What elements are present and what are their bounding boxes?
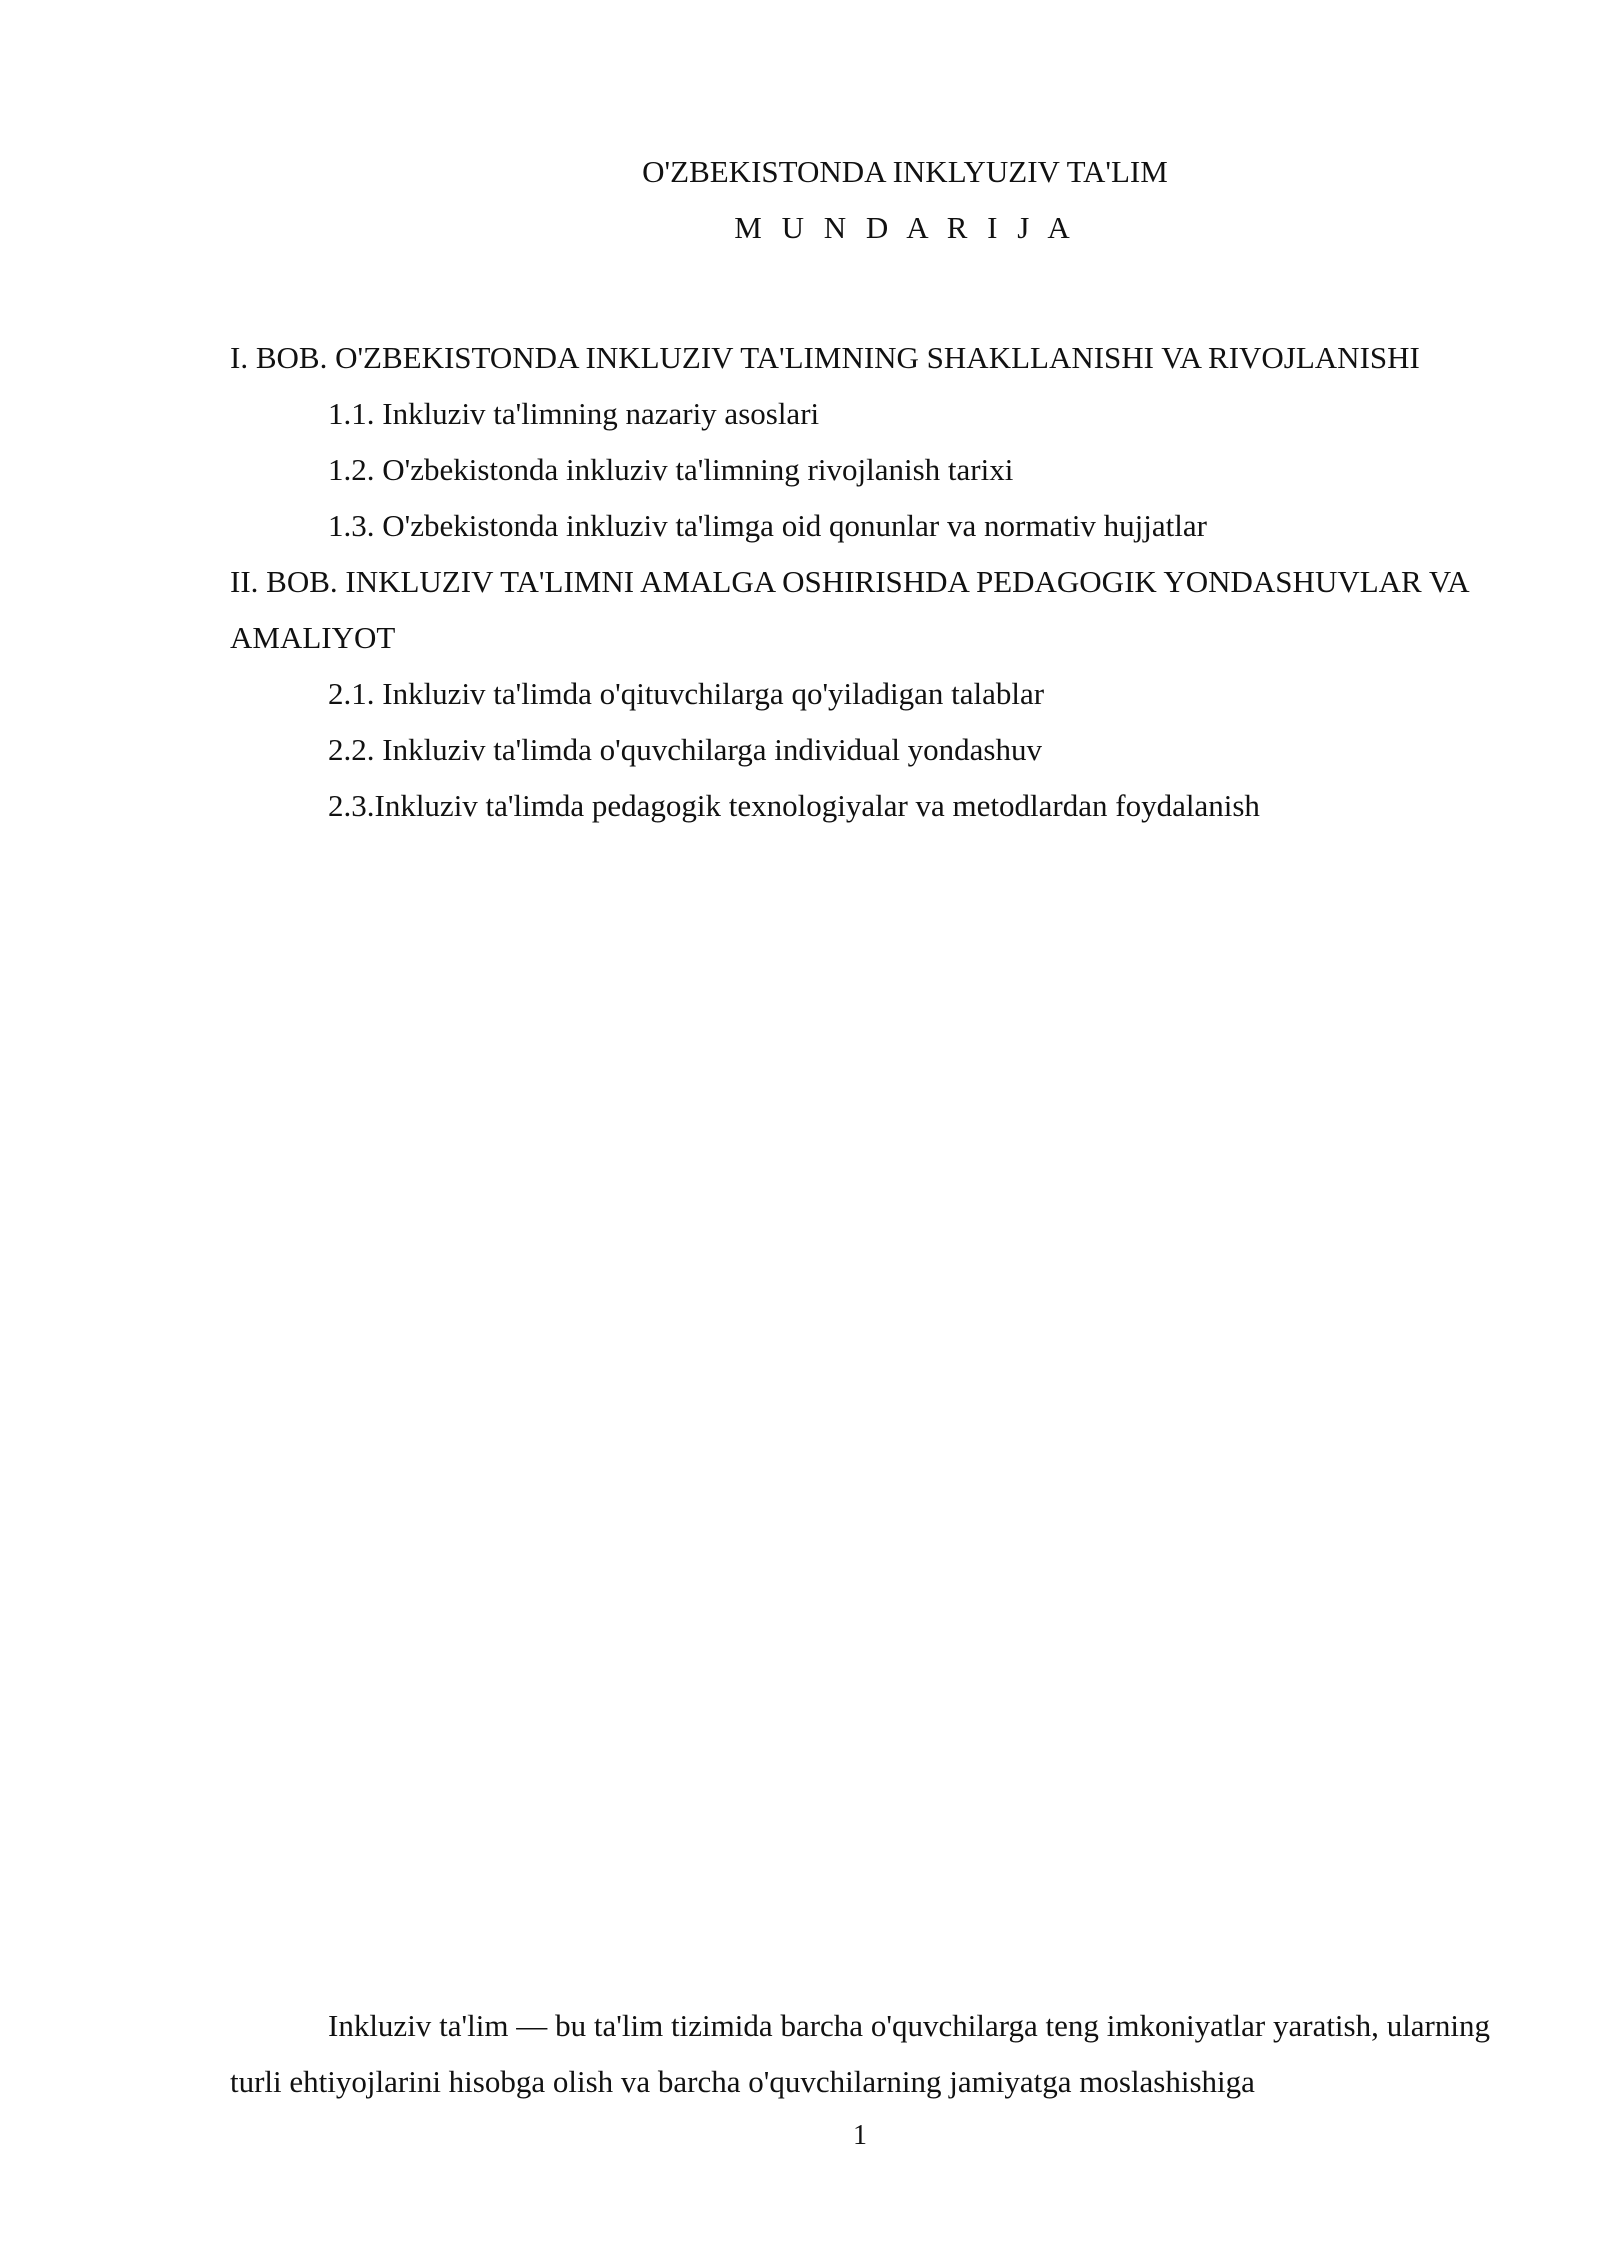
toc-section-1-3: 1.3. O'zbekistonda inkluziv ta'limga oid qonunlar va normativ hujjatlar bbox=[328, 508, 1207, 543]
table-of-contents-heading: M U N D A R I J A bbox=[734, 210, 1076, 245]
toc-chapter-2: II. BOB. INKLUZIV TA'LIMNI AMALGA OSHIRISHDA PEDAGOGIK YONDASHUVLAR VA AMALIYOT bbox=[230, 564, 1468, 655]
page-number: 1 bbox=[853, 2120, 867, 2151]
table-of-contents bbox=[230, 330, 1490, 834]
toc-section-2-1: 2.1. Inkluziv ta'limda o'qituvchilarga qo'yiladigan talablar bbox=[328, 676, 1045, 711]
toc-section-1-2: 1.2. O'zbekistonda inkluziv ta'limning rivojlanish tarixi bbox=[328, 452, 1014, 487]
toc-section-2-2: 2.2. Inkluziv ta'limda o'quvchilarga individual yondashuv bbox=[328, 732, 1042, 767]
toc-section-2-3: 2.3.Inkluziv ta'limda pedagogik texnologiyalar va metodlardan foydalanish bbox=[328, 788, 1260, 823]
intro-paragraph: Inkluziv ta'lim — bu ta'lim tizimida barcha o'quvchilarga teng imkoniyatlar yaratish, ularning turli ehtiyojlarini hisobga olish va barcha o'quvchilarning jamiyatga moslashishiga bbox=[230, 2008, 1490, 2099]
toc-chapter-1: I. BOB. O'ZBEKISTONDA INKLUZIV TA'LIMNING SHAKLLANISHI VA RIVOJLANISHI bbox=[230, 340, 1420, 375]
toc-section-1-1: 1.1. Inkluziv ta'limning nazariy asoslari bbox=[328, 396, 820, 431]
document-title: O'ZBEKISTONDA INKLYUZIV TA'LIM bbox=[642, 154, 1168, 189]
